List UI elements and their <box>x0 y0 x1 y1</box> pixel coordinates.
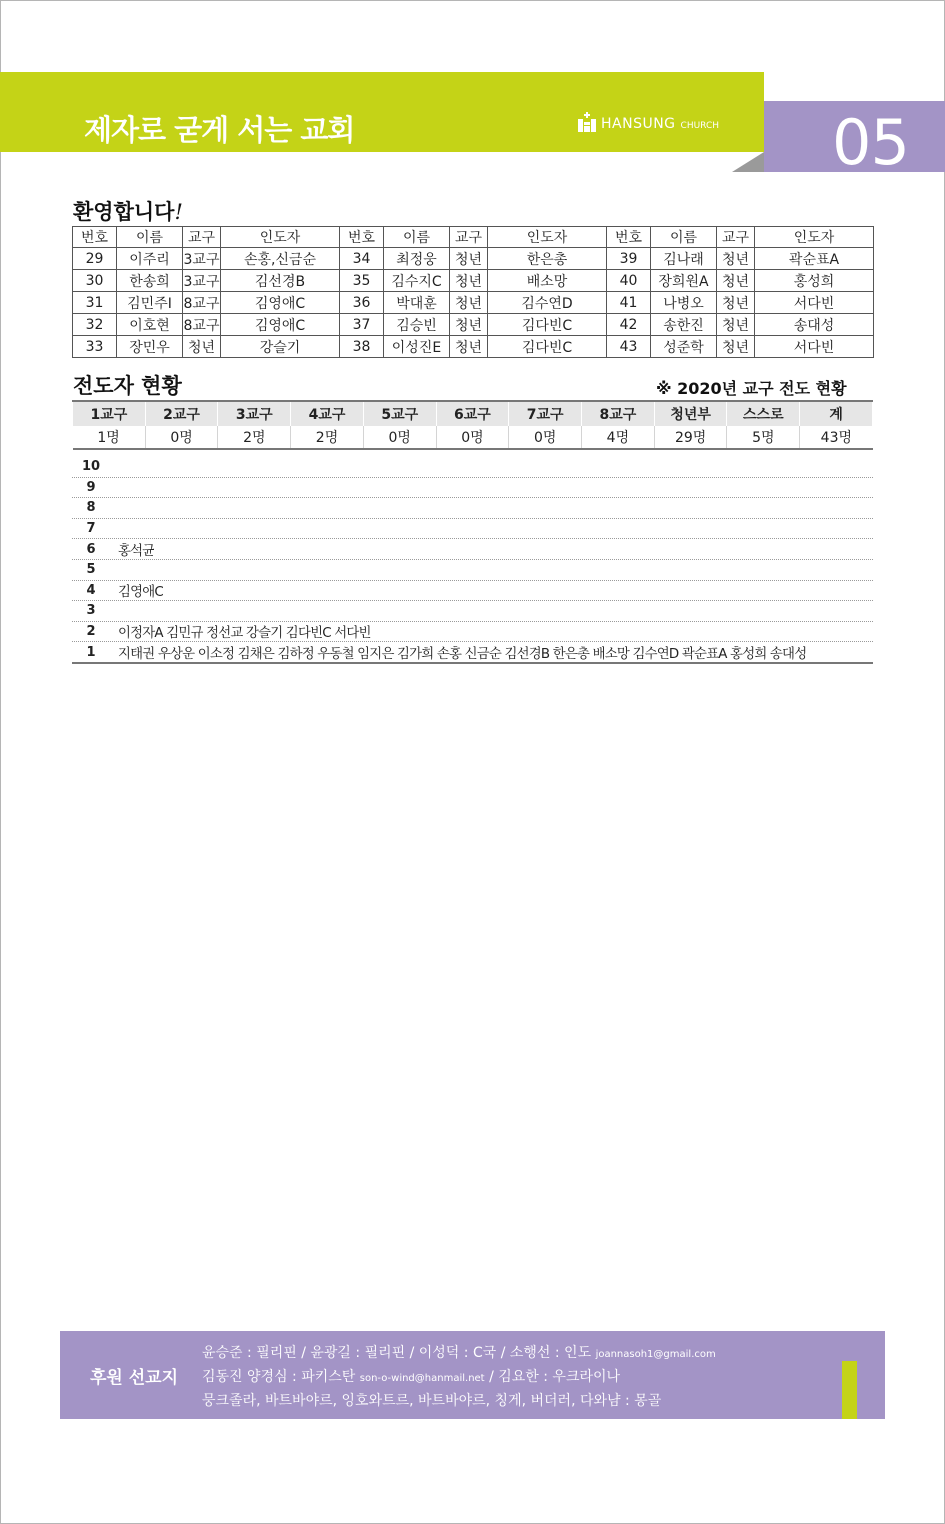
rank-count: 7 <box>86 521 96 537</box>
table-cell: 김다빈C <box>488 336 607 358</box>
rank-names: 지태권 우상운 이소정 김채은 김하정 우동철 임지은 김가희 손홍 신금순 김선경B 한은총 배소망 김수연D 곽순표A 홍성희 송대성 <box>118 646 807 662</box>
table-cell: 김수연D <box>488 292 607 314</box>
table-cell: 38 <box>340 336 384 358</box>
table-cell: 8교구 <box>183 292 221 314</box>
table-row <box>73 270 874 292</box>
rank-row <box>72 519 873 540</box>
table-cell: 41 <box>607 292 651 314</box>
church-logo-icon <box>578 112 596 132</box>
district-count: 0명 <box>363 426 436 449</box>
table-row <box>73 292 874 314</box>
table-cell: 김영애C <box>221 314 340 336</box>
footer-line-1-text: 윤승준 : 필리핀 / 윤광길 : 필리핀 / 이성덕 : C국 / 소행선 : 인도 <box>202 1345 592 1361</box>
evangelism-table <box>72 400 873 450</box>
table-cell: 35 <box>340 270 384 292</box>
column-header: 인도자 <box>755 227 874 248</box>
table-cell: 청년 <box>717 336 755 358</box>
district-count: 4명 <box>582 426 655 449</box>
rank-count: 3 <box>86 603 96 619</box>
table-cell: 홍성희 <box>755 270 874 292</box>
rank-names: 홍석균 <box>118 543 155 559</box>
table-cell: 8교구 <box>183 314 221 336</box>
table-cell: 김다빈C <box>488 314 607 336</box>
district-header: 청년부 <box>654 401 727 426</box>
footer-email-1: joannasoh1@gmail.com <box>595 1349 716 1360</box>
rank-names: 김영애C <box>118 584 163 600</box>
footer-line-3-text: 뭉크졸라, 바트바야르, 잉호와트르, 바트바야르, 칭게, 버더러, 다와냠 : 몽골 <box>202 1393 662 1409</box>
table-cell: 장희원A <box>651 270 717 292</box>
table-cell: 곽순표A <box>755 248 874 270</box>
evangelism-value-row <box>73 426 873 449</box>
table-cell: 배소망 <box>488 270 607 292</box>
table-cell: 한송희 <box>117 270 183 292</box>
rank-count: 1 <box>86 644 96 660</box>
table-cell: 청년 <box>450 314 488 336</box>
rank-names: 이정자A 김민규 정선교 강슬기 김다빈C 서다빈 <box>118 626 371 642</box>
table-cell: 청년 <box>717 314 755 336</box>
logo-text: HANSUNG <box>601 116 676 132</box>
rank-count: 6 <box>86 541 96 557</box>
church-logo <box>578 112 719 132</box>
table-cell: 청년 <box>183 336 221 358</box>
column-header: 이름 <box>651 227 717 248</box>
table-cell: 김영애C <box>221 292 340 314</box>
table-cell: 이주리 <box>117 248 183 270</box>
district-header: 8교구 <box>582 401 655 426</box>
column-header: 교구 <box>450 227 488 248</box>
footer-line-2-text: 김동진 양경심 : 파키스탄 <box>202 1369 356 1385</box>
table-cell: 29 <box>73 248 117 270</box>
logo-subtext: CHURCH <box>680 121 720 131</box>
rank-row <box>72 498 873 519</box>
header-title: 제자로 굳게 서는 교회 <box>84 113 355 147</box>
welcome-title-text: 환영합니다 <box>73 200 175 224</box>
district-header: 5교구 <box>363 401 436 426</box>
column-header: 이름 <box>384 227 450 248</box>
column-header: 교구 <box>717 227 755 248</box>
footer-label: 후원 선교지 <box>90 1368 179 1388</box>
table-cell: 서다빈 <box>755 292 874 314</box>
evangelist-rank-list <box>72 457 873 664</box>
rank-row <box>72 581 873 602</box>
table-cell: 42 <box>607 314 651 336</box>
district-count: 29명 <box>654 426 727 449</box>
footer-email-2: son-o-wind@hanmail.net <box>359 1373 485 1384</box>
table-cell: 36 <box>340 292 384 314</box>
table-cell: 청년 <box>717 270 755 292</box>
table-cell: 39 <box>607 248 651 270</box>
rank-row <box>72 478 873 499</box>
table-cell: 청년 <box>717 292 755 314</box>
column-header: 번호 <box>340 227 384 248</box>
district-count: 2명 <box>218 426 291 449</box>
table-cell: 43 <box>607 336 651 358</box>
rank-count: 4 <box>86 582 96 598</box>
footer-line-2-tail: / 김요한 : 우크라이나 <box>489 1369 621 1385</box>
rank-row <box>72 560 873 581</box>
rank-count: 5 <box>86 562 96 578</box>
table-cell: 최정웅 <box>384 248 450 270</box>
district-count: 5명 <box>727 426 800 449</box>
table-cell: 김승빈 <box>384 314 450 336</box>
rank-count: 2 <box>86 624 96 640</box>
district-header: 1교구 <box>73 401 146 426</box>
rank-row <box>72 622 873 643</box>
welcome-title <box>73 196 183 226</box>
tab-fold <box>732 152 764 172</box>
column-header: 번호 <box>73 227 117 248</box>
table-cell: 장민우 <box>117 336 183 358</box>
table-cell: 한은총 <box>488 248 607 270</box>
district-count: 0명 <box>145 426 218 449</box>
district-header: 계 <box>800 401 873 426</box>
footer-lines <box>202 1342 716 1413</box>
column-header: 인도자 <box>488 227 607 248</box>
table-row <box>73 336 874 358</box>
table-cell: 박대훈 <box>384 292 450 314</box>
table-cell: 손홍,신금순 <box>221 248 340 270</box>
table-cell: 나병오 <box>651 292 717 314</box>
column-header: 이름 <box>117 227 183 248</box>
district-count: 2명 <box>291 426 364 449</box>
table-cell: 김민주I <box>117 292 183 314</box>
table-cell: 37 <box>340 314 384 336</box>
table-cell: 이성진E <box>384 336 450 358</box>
evangelism-title: 전도자 현황 <box>73 374 182 398</box>
evangelism-note: ※ 2020년 교구 전도 현황 <box>656 379 847 398</box>
welcome-header-row <box>73 227 874 248</box>
rank-count: 10 <box>81 459 101 475</box>
table-cell: 청년 <box>450 270 488 292</box>
table-cell: 김선경B <box>221 270 340 292</box>
table-cell: 김나래 <box>651 248 717 270</box>
district-header: 7교구 <box>509 401 582 426</box>
welcome-title-mark: ! <box>174 200 183 224</box>
table-cell: 청년 <box>450 248 488 270</box>
evangelism-header-row <box>73 401 873 426</box>
table-cell: 청년 <box>717 248 755 270</box>
table-cell: 34 <box>340 248 384 270</box>
district-header: 스스로 <box>727 401 800 426</box>
table-row <box>73 248 874 270</box>
district-header: 4교구 <box>291 401 364 426</box>
rank-count: 9 <box>86 479 96 495</box>
district-count: 1명 <box>73 426 146 449</box>
table-cell: 송한진 <box>651 314 717 336</box>
table-cell: 40 <box>607 270 651 292</box>
welcome-table <box>72 226 874 358</box>
rank-row <box>72 642 873 664</box>
district-count: 0명 <box>436 426 509 449</box>
table-cell: 강슬기 <box>221 336 340 358</box>
district-count: 43명 <box>800 426 873 449</box>
table-cell: 33 <box>73 336 117 358</box>
table-cell: 32 <box>73 314 117 336</box>
table-row <box>73 314 874 336</box>
rank-row <box>72 457 873 478</box>
footer-accent-bar <box>842 1361 857 1419</box>
column-header: 번호 <box>607 227 651 248</box>
rank-row <box>72 601 873 622</box>
table-cell: 청년 <box>450 292 488 314</box>
column-header: 교구 <box>183 227 221 248</box>
page-number: 05 <box>832 106 909 179</box>
footer-line-2 <box>202 1366 716 1390</box>
district-header: 2교구 <box>145 401 218 426</box>
footer-line-3 <box>202 1390 716 1413</box>
table-cell: 30 <box>73 270 117 292</box>
district-count: 0명 <box>509 426 582 449</box>
table-cell: 서다빈 <box>755 336 874 358</box>
table-cell: 성준학 <box>651 336 717 358</box>
table-cell: 송대성 <box>755 314 874 336</box>
footer-line-1 <box>202 1342 716 1366</box>
rank-row <box>72 539 873 560</box>
table-cell: 3교구 <box>183 248 221 270</box>
table-cell: 31 <box>73 292 117 314</box>
table-cell: 이호현 <box>117 314 183 336</box>
missionary-footer <box>60 1331 885 1419</box>
table-cell: 3교구 <box>183 270 221 292</box>
district-header: 3교구 <box>218 401 291 426</box>
district-header: 6교구 <box>436 401 509 426</box>
table-cell: 청년 <box>450 336 488 358</box>
rank-count: 8 <box>86 500 96 516</box>
column-header: 인도자 <box>221 227 340 248</box>
table-cell: 김수지C <box>384 270 450 292</box>
